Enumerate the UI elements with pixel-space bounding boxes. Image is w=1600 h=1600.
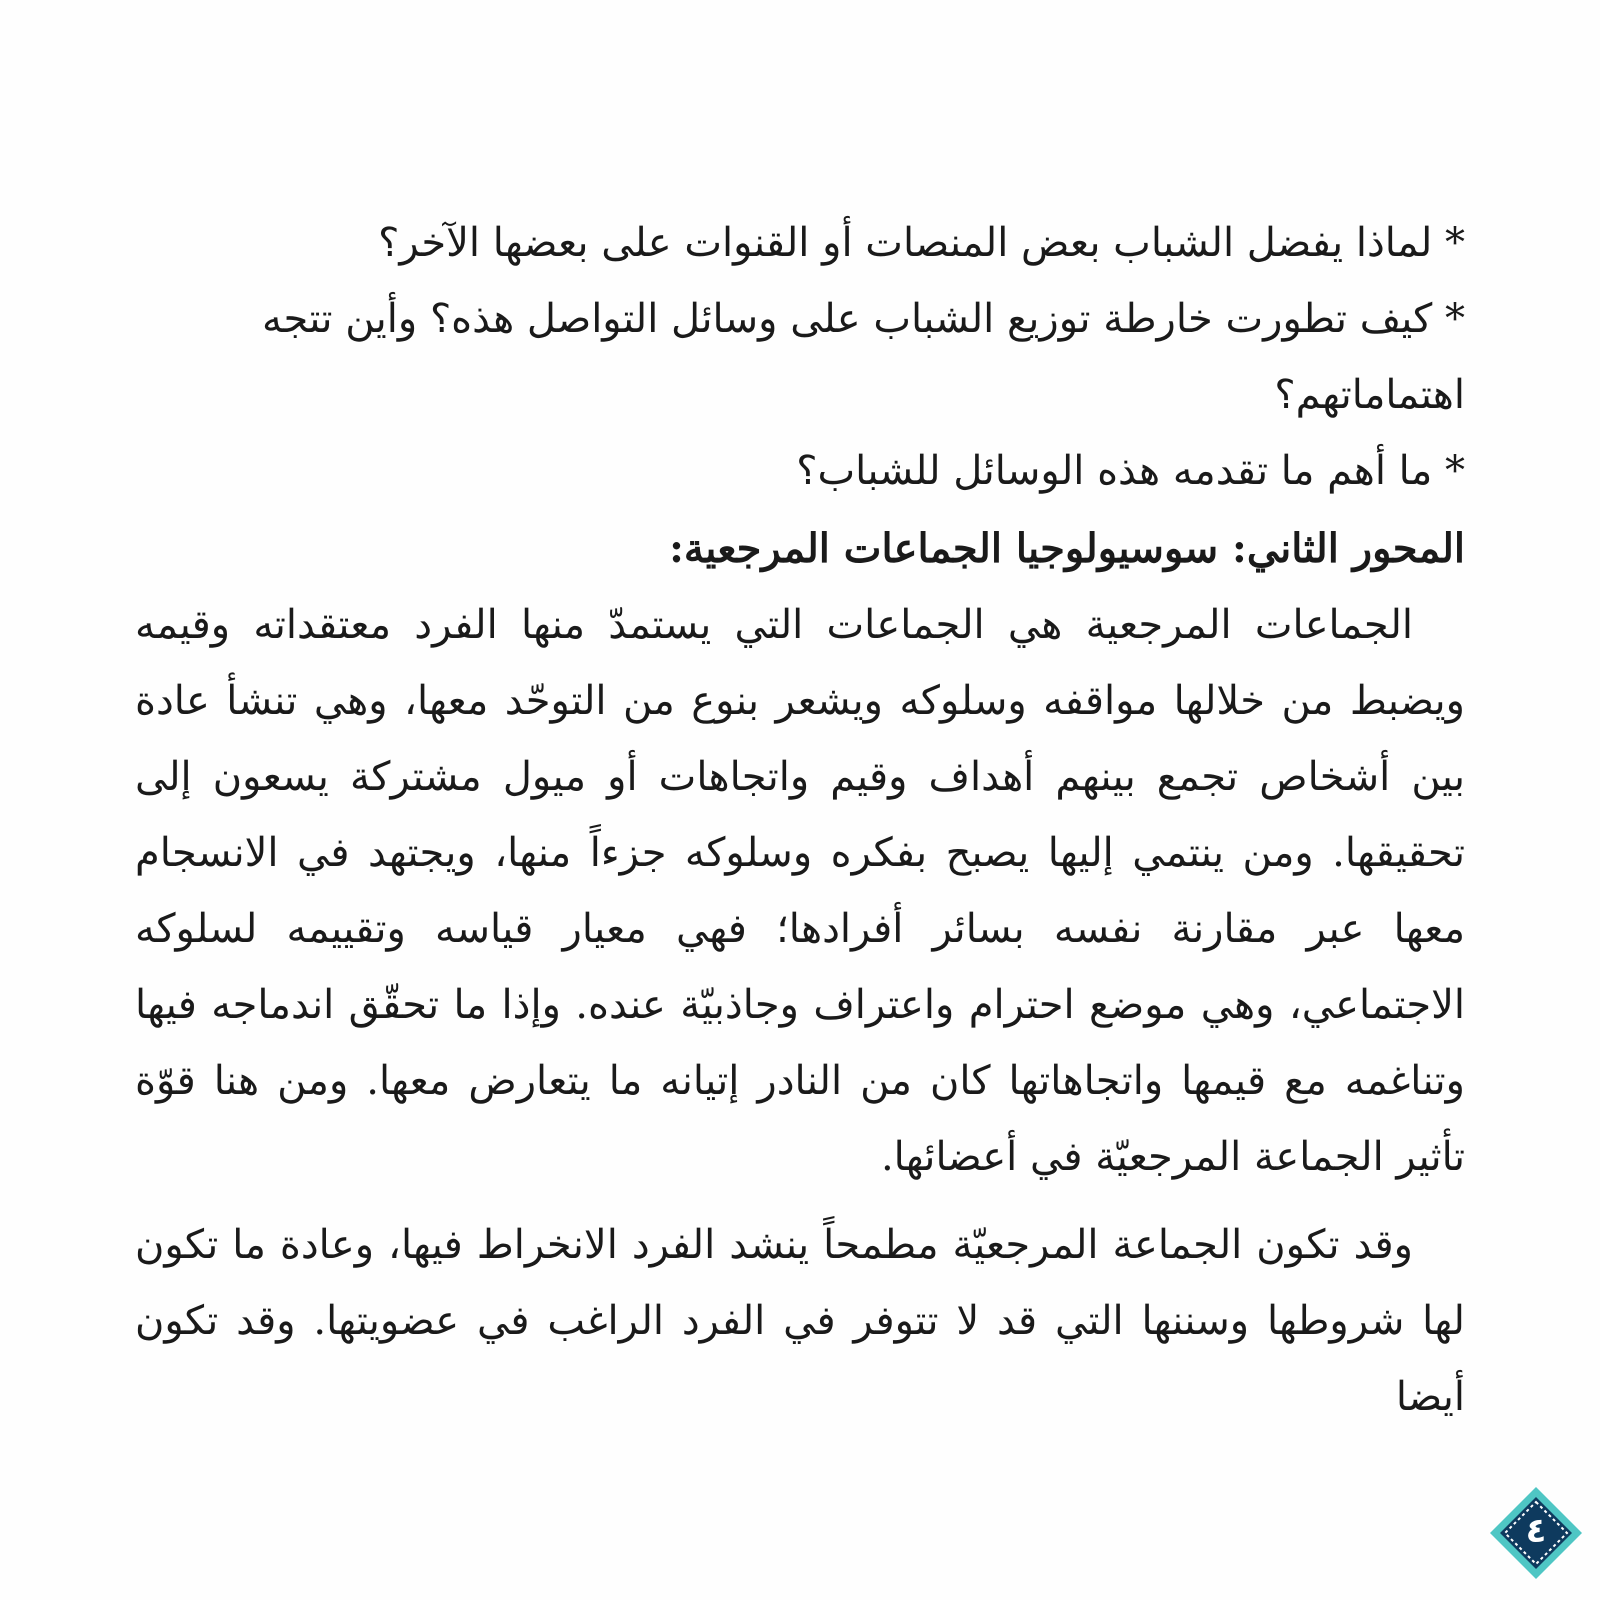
page-body bbox=[135, 205, 1465, 1435]
body-paragraph-2: وقد تكون الجماعة المرجعيّة مطمحاً ينشد الفرد الانخراط فيها، وعادة ما تكون لها شروطها وسننها التي قد لا تتوفر في الفرد الراغب في عضويتها. وقد تكون أيضا bbox=[135, 1222, 1465, 1420]
body-paragraph-1: الجماعات المرجعية هي الجماعات التي يستمدّ منها الفرد معتقداته وقيمه ويضبط من خلالها مواقفه وسلوكه ويشعر بنوع من التوحّد معها، وهي تنشأ عادة بين أشخاص تجمع بينهم أهداف وقيم واتجاهات أو ميول مشتركة يسعون إلى تحقيقها. ومن ينتمي إليها يصبح بفكره وسلوكه جزءاً منها، ويجتهد في الانسجام معها عبر مقارنة نفسه بسائر أفرادها؛ فهي معيار قياسه وتقييمه لسلوكه الاجتماعي، وهي موضع احترام واعتراف وجاذبيّة عنده. وإذا ما تحقّق اندماجه فيها وتناغمه مع قيمها واتجاهاتها كان من النادر إتيانه ما يتعارض معها. ومن هنا قوّة تأثير الجماعة المرجعيّة في أعضائها. bbox=[135, 602, 1466, 1180]
question-bullet-1: * لماذا يفضل الشباب بعض المنصات أو القنوات على بعضها الآخر؟ bbox=[378, 220, 1465, 266]
question-bullet-3: * ما أهم ما تقدمه هذه الوسائل للشباب؟ bbox=[796, 448, 1465, 494]
page-number: ٤ bbox=[1525, 1511, 1547, 1551]
question-bullet-2: * كيف تطورت خارطة توزيع الشباب على وسائل التواصل هذه؟ وأين تتجه اهتماماتهم؟ bbox=[262, 296, 1465, 418]
section-heading: المحور الثاني: سوسيولوجيا الجماعات المرجعية: bbox=[669, 525, 1465, 572]
